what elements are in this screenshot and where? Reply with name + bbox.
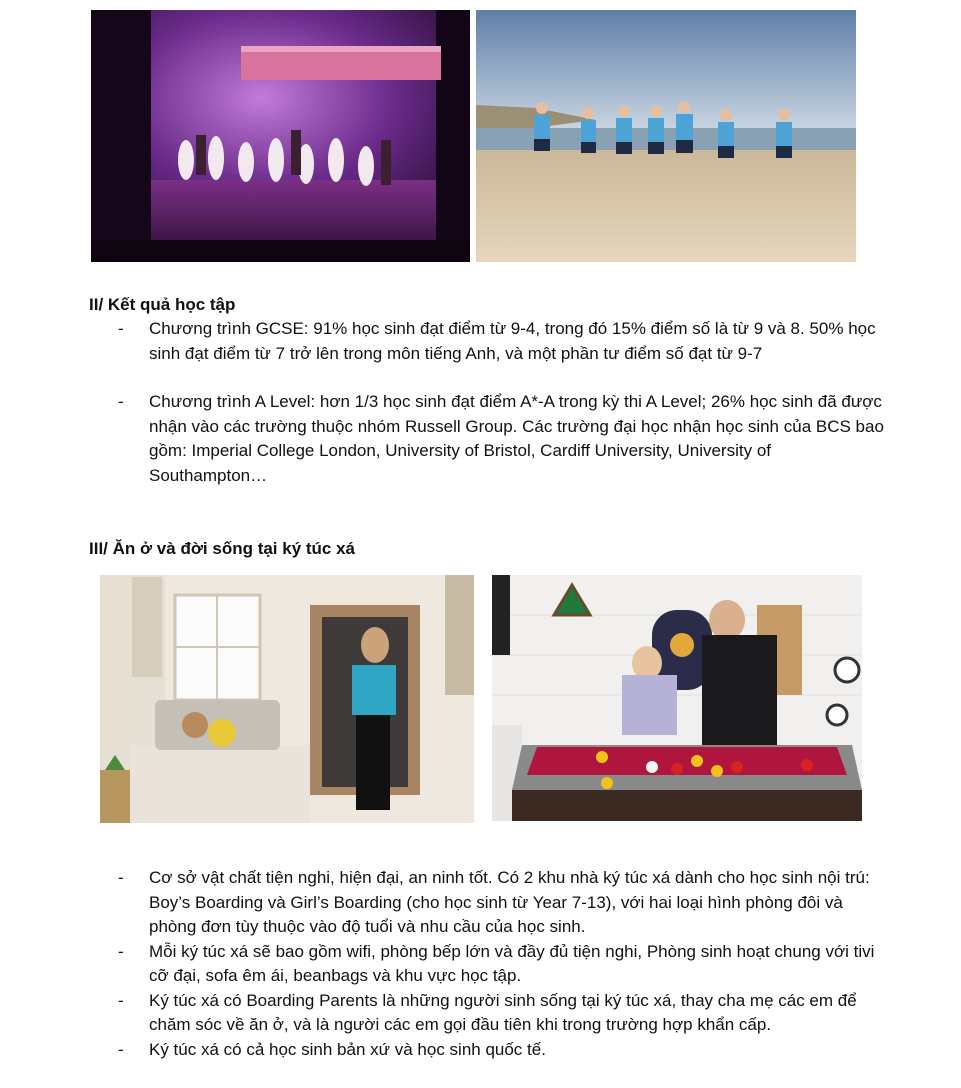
bullet-dash: - [118,868,124,887]
list-item-text: Cơ sở vật chất tiện nghi, hiện đại, an ninh tốt. Có 2 khu nhà ký túc xá dành cho học sinh nội trú: Boy’s Boarding và Girl’s Boarding (cho học sinh từ Year 7-13), với hai loại hình phòng đôi và phòng đơn tùy thuộc vào độ tuổi và nhu cầu của học sinh. [149,868,870,936]
list-item [0,989,889,1038]
list-item-text: Mỗi ký túc xá sẽ bao gồm wifi, phòng bếp lớn và đầy đủ tiện nghi, Phòng sinh hoạt chung với tivi cỡ đại, sofa êm ái, beanbags và khu vực học tập. [149,941,875,985]
photo-beach-run [476,10,856,262]
bullet-dash: - [118,941,124,961]
list-item-text: Ký túc xá có Boarding Parents là những người sinh sống tại ký túc xá, thay cha mẹ các em để chăm sóc về ăn ở, và là người các em gọi đầu tiên khi trong trường hợp khẩn cấp. [149,990,857,1034]
list-item-text: Chương trình A Level: hơn 1/3 học sinh đạt điểm A*-A trong kỳ thi A Level; 26% học sinh đã được nhận vào các trường thuộc nhóm Russell Group. Các trường đại học nhận học sinh của BCS bao gồm: Imperial College London, University of Bristol, Cardiff University, University of Southampton… [149,392,884,485]
bullet-dash: - [118,319,124,338]
photo-stage-performance [91,10,470,262]
list-item [0,317,889,366]
list-item-text: Chương trình GCSE: 91% học sinh đạt điểm từ 9-4, trong đó 15% điểm số là từ 9 và 8. 50% học sinh đạt điểm từ 7 trở lên trong môn tiếng Anh, và một phần tư điểm số đạt từ 9-7 [149,319,876,363]
bullet-dash: - [118,1039,124,1059]
list-item [0,390,889,488]
photo-common-room-pool [492,575,862,821]
academic-results-list [0,317,961,488]
list-item [0,866,889,940]
list-spacer [0,366,889,390]
bullet-dash: - [118,990,124,1010]
photo-boarding-bedroom [100,575,474,823]
list-item [0,940,889,989]
bullet-dash: - [118,392,124,411]
section-heading-academic-results: II/ Kết quả học tập [89,295,236,314]
list-item [0,1038,889,1063]
list-item-text: Ký túc xá có cả học sinh bản xứ và học sinh quốc tế. [149,1039,546,1059]
section-heading-boarding-life: III/ Ăn ở và đời sống tại ký túc xá [89,539,356,558]
boarding-life-list [0,866,961,1062]
